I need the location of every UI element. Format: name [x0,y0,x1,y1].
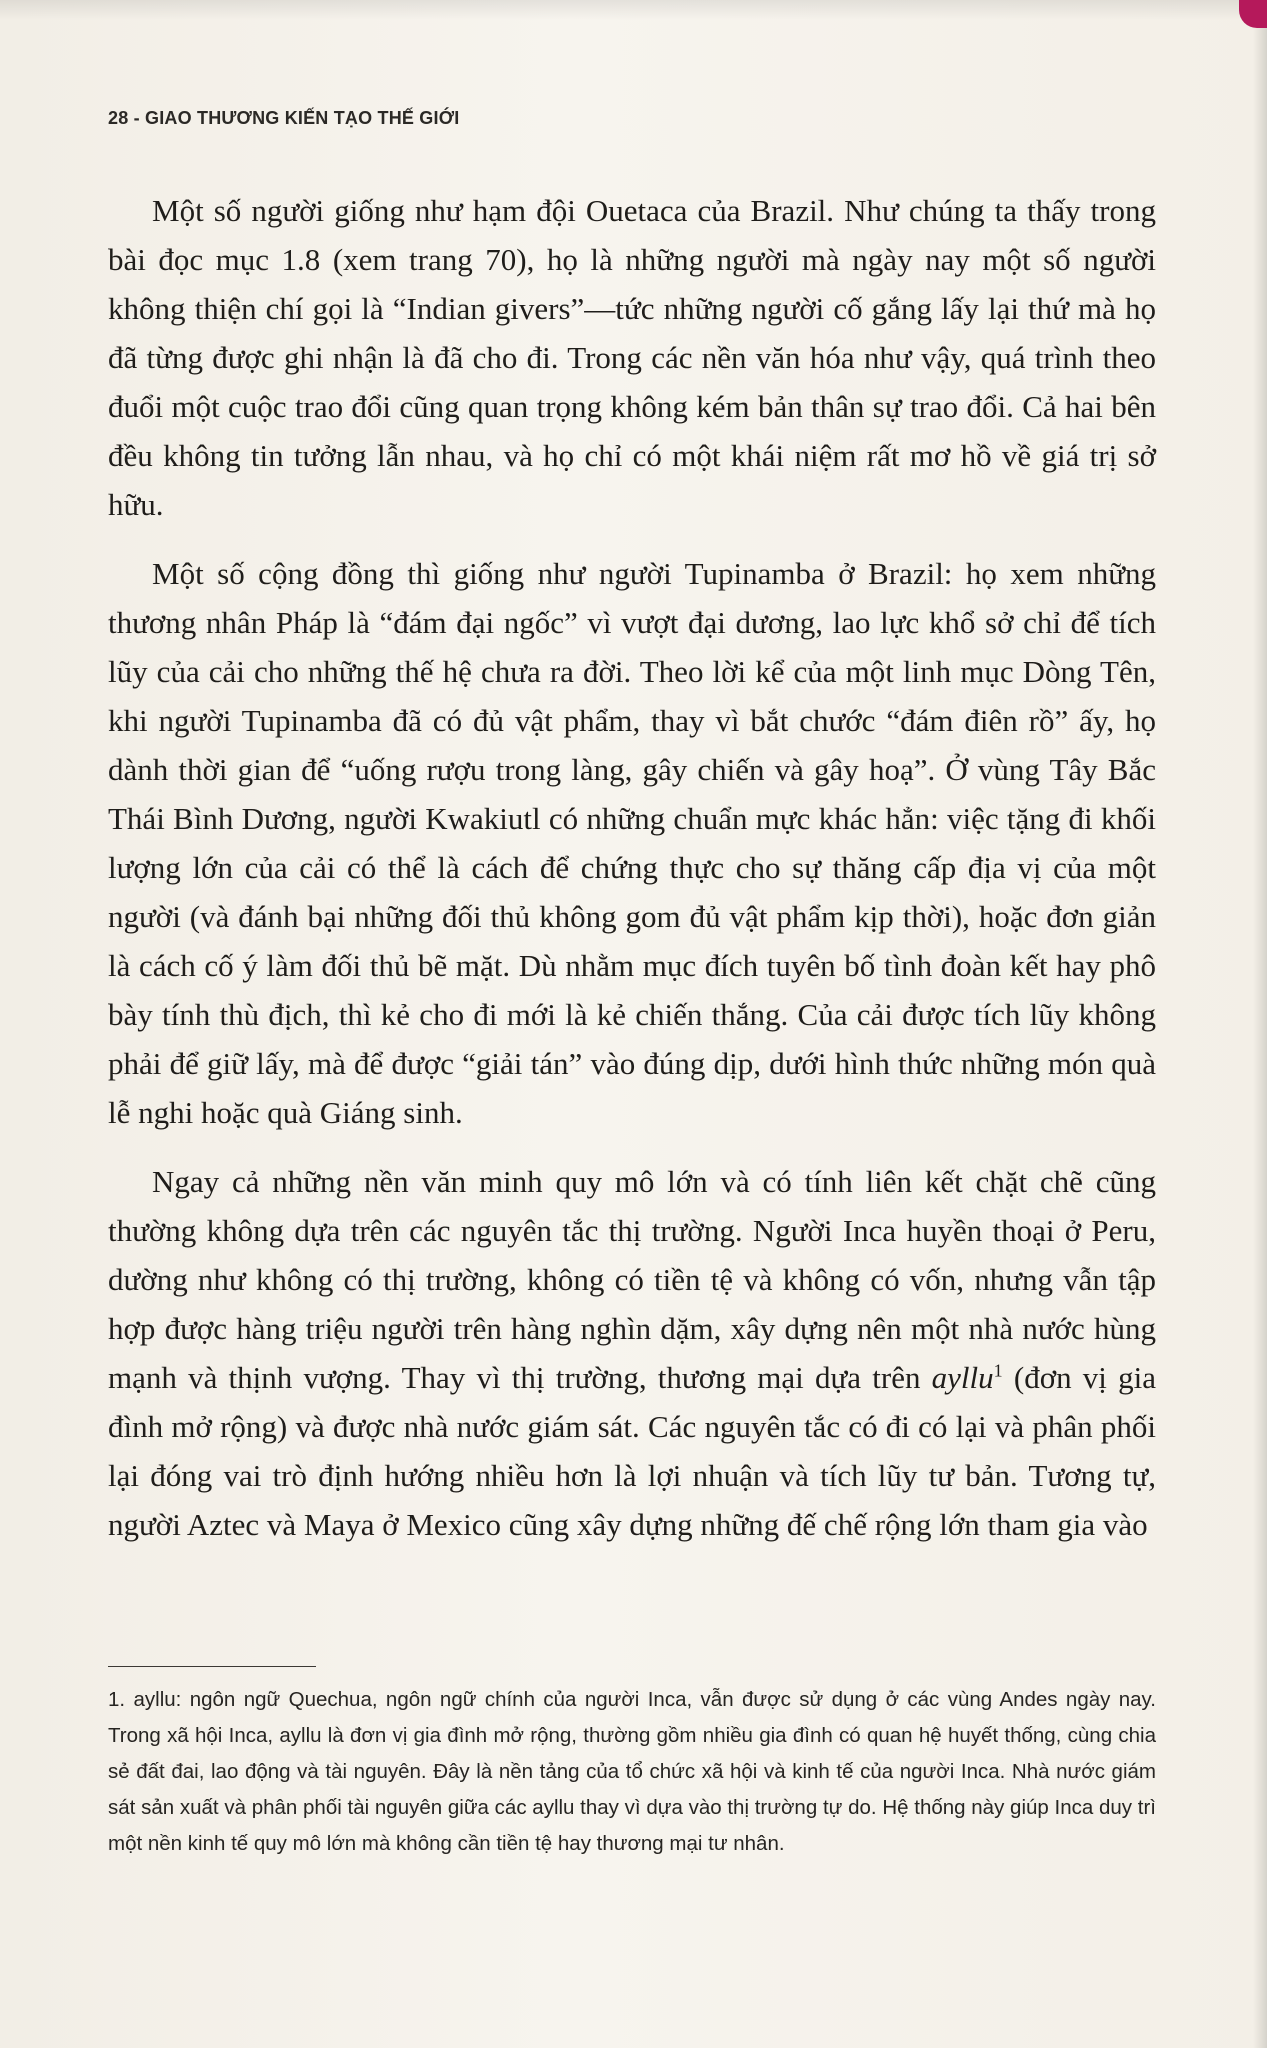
paragraph-3 [108,1157,1156,1549]
paragraph-3-text-after: (đơn vị gia đình mở rộng) và được nhà nước giám sát. Các nguyên tắc có đi có lại và phân phối lại đóng vai trò định hướng nhiều hơn là lợi nhuận và tích lũy tư bản. Tương tự, người Aztec và Maya ở Mexico cũng xây dựng những đế chế rộng lớn tham gia vào [108,1360,1156,1542]
paragraph-2: Một số cộng đồng thì giống như người Tupinamba ở Brazil: họ xem những thương nhân Pháp là “đám đại ngốc” vì vượt đại dương, lao lực khổ sở chỉ để tích lũy của cải cho những thế hệ chưa ra đời. Theo lời kể của một linh mục Dòng Tên, khi người Tupinamba đã có đủ vật phẩm, thay vì bắt chước “đám điên rồ” ấy, họ dành thời gian để “uống rượu trong làng, gây chiến và gây hoạ”. Ở vùng Tây Bắc Thái Bình Dương, người Kwakiutl có những chuẩn mực khác hẳn: việc tặng đi khối lượng lớn của cải có thể là cách để chứng thực cho sự thăng cấp địa vị của một người (và đánh bại những đối thủ không gom đủ vật phẩm kịp thời), hoặc đơn giản là cách cố ý làm đối thủ bẽ mặt. Dù nhằm mục đích tuyên bố tình đoàn kết hay phô bày tính thù địch, thì kẻ cho đi mới là kẻ chiến thắng. Của cải được tích lũy không phải để giữ lấy, mà để được “giải tán” vào đúng dịp, dưới hình thức những món quà lễ nghi hoặc quà Giáng sinh. [108,556,1156,1130]
page-top-shadow [0,0,1267,20]
footnote-divider [108,1666,316,1667]
ayllu-term: ayllu [931,1360,994,1395]
paragraph-1: Một số người giống như hạm đội Ouetaca của Brazil. Như chúng ta thấy trong bài đọc mục 1.8 (xem trang 70), họ là những người mà ngày nay một số người không thiện chí gọi là “Indian givers”—tức những người cố gắng lấy lại thứ mà họ đã từng được ghi nhận là đã cho đi. Trong các nền văn hóa như vậy, quá trình theo đuổi một cuộc trao đổi cũng quan trọng không kém bản thân sự trao đổi. Cả hai bên đều không tin tưởng lẫn nhau, và họ chỉ có một khái niệm rất mơ hồ về giá trị sở hữu. [108,193,1156,522]
main-text [108,186,1156,1549]
paragraph-3-text-before: Ngay cả những nền văn minh quy mô lớn và có tính liên kết chặt chẽ cũng thường không dựa trên các nguyên tắc thị trường. Người Inca huyền thoại ở Peru, dường như không có thị trường, không có tiền tệ và không có vốn, nhưng vẫn tập hợp được hàng triệu người trên hàng nghìn dặm, xây dựng nên một nhà nước hùng mạnh và thịnh vượng. Thay vì thị trường, thương mại dựa trên [108,1164,1156,1395]
corner-bookmark-mark [1239,0,1267,28]
page-right-shadow [1253,0,1267,2048]
footnote-reference: 1 [993,1360,1003,1381]
running-header: 28 - GIAO THƯƠNG KIẾN TẠO THẾ GIỚI [108,108,460,128]
footnote-text: 1. ayllu: ngôn ngữ Quechua, ngôn ngữ chính của người Inca, vẫn được sử dụng ở các vùng Andes ngày nay. Trong xã hội Inca, ayllu là đơn vị gia đình mở rộng, thường gồm nhiều gia đình có quan hệ huyết thống, cùng chia sẻ đất đai, lao động và tài nguyên. Đây là nền tảng của tổ chức xã hội và kinh tế của người Inca. Nhà nước giám sát sản xuất và phân phối tài nguyên giữa các ayllu thay vì dựa vào thị trường tự do. Hệ thống này giúp Inca duy trì một nền kinh tế quy mô lớn mà không cần tiền tệ hay thương mại tư nhân. [108,1688,1156,1855]
